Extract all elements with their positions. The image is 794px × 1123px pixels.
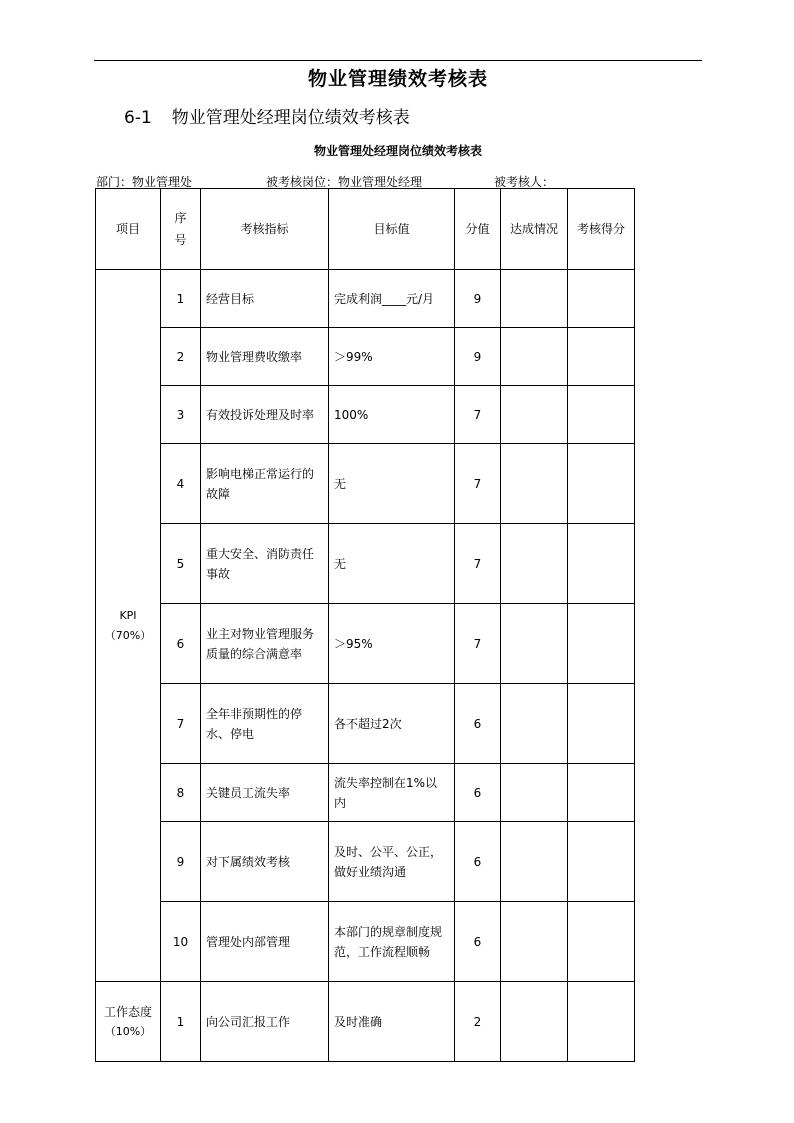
kpi-group-cell (96, 270, 161, 982)
table-row (96, 328, 635, 386)
row-result[interactable] (568, 386, 635, 444)
table-row (96, 902, 635, 982)
row-indicator: 向公司汇报工作 (201, 982, 329, 1062)
row-achievement[interactable] (501, 444, 568, 524)
row-indicator: 管理处内部管理 (201, 902, 329, 982)
row-score: 7 (455, 524, 501, 604)
header-target: 目标值 (329, 189, 455, 270)
row-seq: 7 (161, 684, 201, 764)
table-row (96, 386, 635, 444)
row-target: 无 (329, 444, 455, 524)
row-achievement[interactable] (501, 604, 568, 684)
row-indicator: 全年非预期性的停水、停电 (201, 684, 329, 764)
row-result[interactable] (568, 604, 635, 684)
row-achievement[interactable] (501, 328, 568, 386)
section-title: 物业管理处经理岗位绩效考核表 (171, 108, 410, 128)
row-indicator: 对下属绩效考核 (201, 822, 329, 902)
row-achievement[interactable] (501, 902, 568, 982)
row-score: 6 (455, 764, 501, 822)
row-result[interactable] (568, 444, 635, 524)
row-indicator: 经营目标 (201, 270, 329, 328)
row-result[interactable] (568, 684, 635, 764)
position-label: 被考核岗位：物业管理处经理 (266, 175, 423, 189)
header-seq: 序号 (161, 189, 201, 270)
row-target: 及时准确 (329, 982, 455, 1062)
row-achievement[interactable] (501, 386, 568, 444)
row-target: 及时、公平、公正，做好业绩沟通 (329, 822, 455, 902)
row-result[interactable] (568, 270, 635, 328)
row-target: ＞95% (329, 604, 455, 684)
row-achievement[interactable] (501, 764, 568, 822)
row-score: 7 (455, 386, 501, 444)
row-achievement[interactable] (501, 822, 568, 902)
table-row (96, 684, 635, 764)
row-score: 2 (455, 982, 501, 1062)
reviewer-label: 被考核人： (494, 175, 555, 189)
row-result[interactable] (568, 764, 635, 822)
table-title: 物业管理处经理岗位绩效考核表 (313, 144, 482, 158)
row-indicator: 重大安全、消防责任事故 (201, 524, 329, 604)
row-indicator: 关键员工流失率 (201, 764, 329, 822)
row-result[interactable] (568, 524, 635, 604)
row-target: 流失率控制在1%以内 (329, 764, 455, 822)
table-row (96, 270, 635, 328)
kpi-group-name: KPI (119, 608, 137, 622)
row-indicator: 影响电梯正常运行的故障 (201, 444, 329, 524)
row-seq: 8 (161, 764, 201, 822)
table-row (96, 822, 635, 902)
row-seq: 1 (161, 982, 201, 1062)
row-score: 9 (455, 270, 501, 328)
row-target: ＞99% (329, 328, 455, 386)
header-indicator: 考核指标 (201, 189, 329, 270)
row-achievement[interactable] (501, 684, 568, 764)
row-score: 6 (455, 902, 501, 982)
row-score: 9 (455, 328, 501, 386)
row-seq: 1 (161, 270, 201, 328)
table-row (96, 524, 635, 604)
row-target: 100% (329, 386, 455, 444)
attitude-group-name: 工作态度 (103, 1004, 152, 1019)
attitude-group-weight: （10%） (104, 1024, 152, 1038)
department-label: 部门：物业管理处 (96, 175, 193, 189)
row-indicator: 业主对物业管理服务质量的综合满意率 (201, 604, 329, 684)
row-seq: 9 (161, 822, 201, 902)
row-result[interactable] (568, 822, 635, 902)
row-seq: 3 (161, 386, 201, 444)
section-heading (124, 103, 410, 128)
row-target: 无 (329, 524, 455, 604)
row-score: 7 (455, 444, 501, 524)
row-seq: 6 (161, 604, 201, 684)
row-indicator: 有效投诉处理及时率 (201, 386, 329, 444)
table-row (96, 604, 635, 684)
row-score: 7 (455, 604, 501, 684)
assessment-table (95, 188, 635, 1062)
row-achievement[interactable] (501, 270, 568, 328)
header-achievement: 达成情况 (501, 189, 568, 270)
kpi-group-weight: （70%） (104, 628, 152, 642)
row-seq: 4 (161, 444, 201, 524)
row-seq: 10 (161, 902, 201, 982)
row-result[interactable] (568, 982, 635, 1062)
row-score: 6 (455, 822, 501, 902)
row-target: 完成利润____元/月 (329, 270, 455, 328)
attitude-group-cell (96, 982, 161, 1062)
row-result[interactable] (568, 902, 635, 982)
table-row (96, 444, 635, 524)
row-score: 6 (455, 684, 501, 764)
table-row (96, 982, 635, 1062)
header-result: 考核得分 (568, 189, 635, 270)
row-achievement[interactable] (501, 982, 568, 1062)
header-item: 项目 (96, 189, 161, 270)
row-seq: 5 (161, 524, 201, 604)
row-result[interactable] (568, 328, 635, 386)
page-title: 物业管理绩效考核表 (307, 68, 488, 90)
row-target: 本部门的规章制度规范，工作流程顺畅 (329, 902, 455, 982)
table-row (96, 764, 635, 822)
section-number: 6-1 (124, 108, 152, 128)
row-seq: 2 (161, 328, 201, 386)
row-achievement[interactable] (501, 524, 568, 604)
row-target: 各不超过2次 (329, 684, 455, 764)
header-score: 分值 (455, 189, 501, 270)
header-row (96, 189, 635, 270)
top-rule (94, 60, 702, 61)
row-indicator: 物业管理费收缴率 (201, 328, 329, 386)
